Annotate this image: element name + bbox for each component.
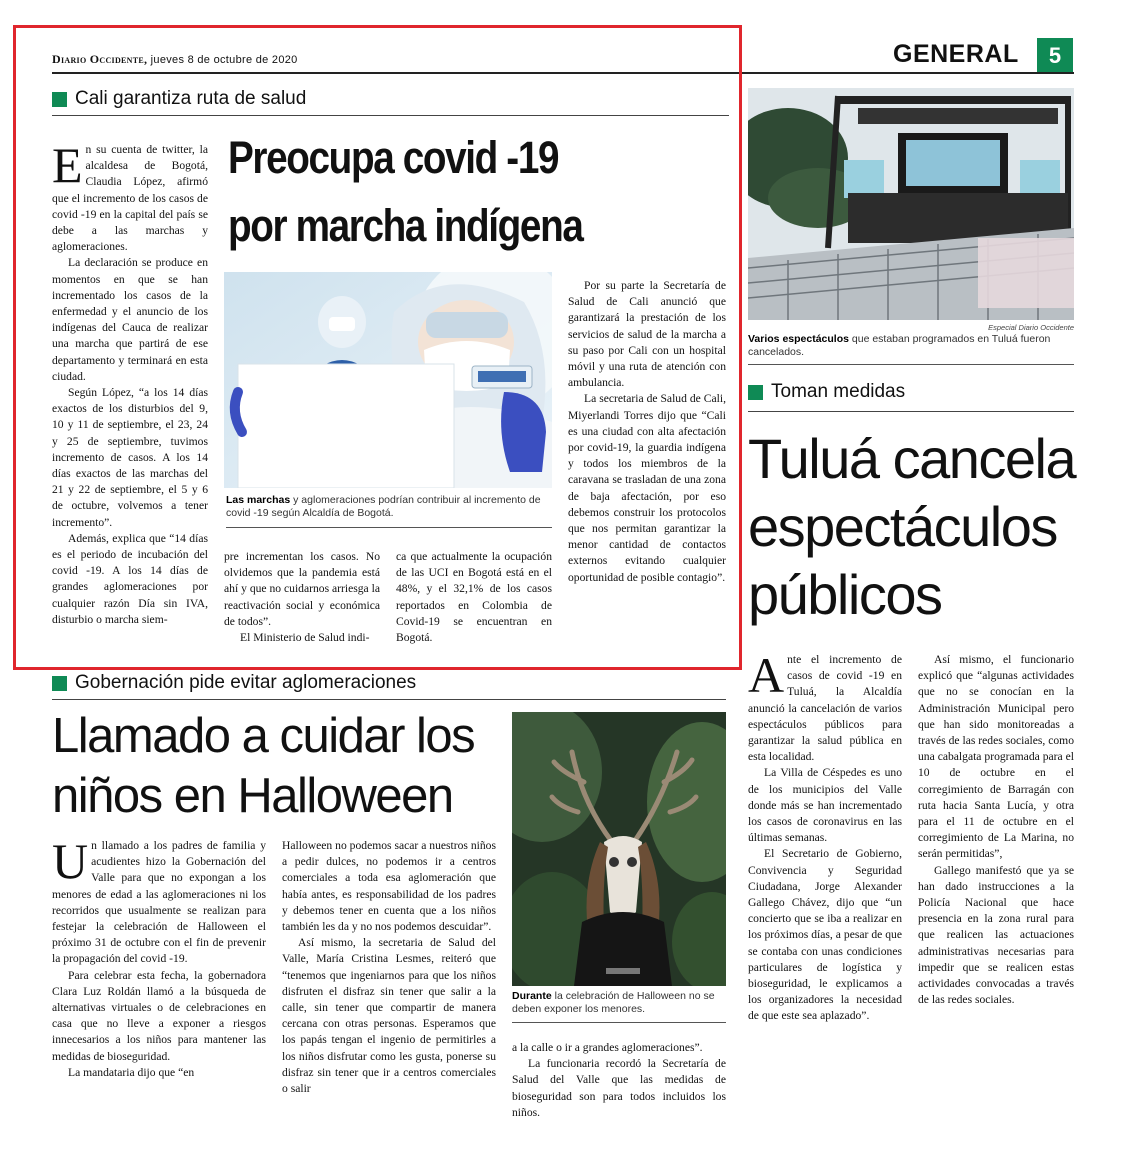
article2-headline-line2: espectáculos — [748, 495, 1057, 558]
caption-bold: Las marchas — [226, 494, 291, 506]
article1-dropcap: E — [52, 142, 83, 193]
article3-column-3 — [512, 1040, 726, 1134]
article2-kicker-text: Toman medidas — [771, 381, 906, 402]
article1-photo-caption — [226, 494, 552, 520]
lab-scientist-illustration — [224, 272, 552, 488]
lab-scientist-photo — [224, 272, 552, 488]
article1-paragraph: Además, explica que “14 días es el periodo de incubación del covid -19. A los 14 días de grandes aglomeraciones por cualquier razón Día sin IVA, disturbio o marcha siem- — [52, 531, 208, 626]
article1-paragraph: ca que actualmente la ocupación de las UCI en Bogotá está en el 48%, y el 32,1% de los casos reportados en Colombia de Covid-19 se encuentran en Bogotá. — [396, 550, 552, 645]
article3-paragraph: a la calle o ir a grandes aglomeraciones”. — [512, 1041, 703, 1054]
article3-headline-line1: Llamado a cuidar los — [52, 709, 475, 763]
article1-paragraph: Por su parte la Secretaría de Salud de Cali anunció que garantizará la prestación de los servicios de salud de la marcha a su paso por Cali con un hospital móvil y una ruta de atención con ambulancia. — [568, 279, 726, 390]
article1-paragraph: El Ministerio de Salud indi- — [240, 631, 370, 645]
article2-paragraph: El Secretario de Gobierno, Convivencia y Seguridad Ciudadana, Jorge Alexander Gallego Chávez, dijo que “un concierto que se iba a realizar en los próximos días, a pesar de que se contaba con unas condiciones particulares de logística y bioseguridad, le explicamos a los organizadores la necesidad de que este sea aplazado”. — [748, 847, 902, 1023]
article2-paragraph: La Villa de Céspedes es uno de los municipios del Valle donde más se han incrementado los casos de coronavirus en las últimas semanas. — [748, 766, 902, 845]
concert-stage-illustration — [748, 88, 1074, 320]
article1-headline-line1: Preocupa covid -19 — [228, 132, 559, 183]
article3-kicker — [52, 672, 416, 694]
article1-kicker-text: Cali garantiza ruta de salud — [75, 88, 307, 109]
halloween-costume-illustration — [512, 712, 726, 986]
article1-paragraph: Según López, “a los 14 días exactos de los disturbios del 9, 10 y 11 de septiembre, el 23, 24 y 25 de septiembre, tuvimos incremento de casos. A los 14 días exactos de las marchas del 21 y 22 de septiembre, el 5 y 6 de octubre, volvemos a tener incremento”. — [52, 386, 208, 529]
caption-bold: Varios espectáculos — [748, 333, 849, 345]
section-title: GENERAL — [893, 40, 1019, 68]
article3-paragraph: n llamado a los padres de familia y acudientes hizo la Gobernación del Valle para que no expongan a los menores de edad a las aglomeraciones ni los recorridos que usualmente se realizan para festejar la celebración de Halloween el próximo 31 de octubre con el fin de prevenir la propagación del covid -19. — [52, 839, 266, 966]
halloween-costume-photo — [512, 712, 726, 986]
article2-paragraph: Así mismo, el funcionario explicó que “algunas actividades que no se conocían en la Administración Municipal pero que han sido monitoreadas a través de las redes sociales, como una cabalgata programada para el 10 de octubre en el corregimiento de Barragán con ruta hacia Santa Lucía, y otra para el 11 de octubre en el corregimiento de La Marina, no serán permitidas”, — [918, 653, 1074, 861]
article1-paragraph: pre incrementan los casos. No olvidemos que la pandemia está ahí y que no cuidarnos arriesga la reactivación social y económica de todos”. — [224, 550, 380, 628]
article1-kicker-rule — [52, 115, 729, 116]
concert-stage-photo — [748, 88, 1074, 320]
article3-headline-line2: niños en Halloween — [52, 769, 453, 823]
article2-kicker — [748, 381, 905, 403]
article3-paragraph: Así mismo, la secretaria de Salud del Valle, María Cristina Lesmes, reiteró que “tenemos que ingeniarnos para que los niños disfruten el disfraz sin tener que salir a la calle, sin tener que compartir de manera cercana con otras personas. Esperamos que los papás tengan el ingenio de permitirles a los niños disfrutar como les gusta, ponerse su disfraz sin tener que ir a centros comerciales o salir — [282, 936, 496, 1096]
article2-dropcap: A — [748, 652, 785, 703]
article2-headline-line1: Tuluá cancela — [748, 427, 1076, 490]
article1-column-3 — [396, 549, 552, 653]
article3-paragraph: La funcionaria recordó la Secretaría de Salud del Valle que las medidas de bioseguridad son para todos incluidos los niños. — [512, 1057, 726, 1119]
article1-kicker — [52, 88, 306, 110]
caption-rule — [512, 1022, 726, 1023]
green-square-icon — [52, 92, 67, 107]
article3-photo-caption — [512, 990, 726, 1016]
article3-kicker-text: Gobernación pide evitar aglomeraciones — [75, 672, 417, 693]
photo-credit: Especial Diario Occidente — [988, 323, 1074, 332]
article1-paragraph: n su cuenta de twitter, la alcaldesa de Bogotá, Claudia López, afirmó que el incremento de los casos de covid -19 en la capital del país se debe a las marchas y aglomeraciones. — [52, 143, 208, 254]
article3-column-1 — [52, 838, 266, 1134]
article2-column-2 — [918, 652, 1074, 1132]
article2-paragraph: Gallego manifestó que ya se han dado instrucciones a la Policía Nacional que hace presencia en la zona rural para que realicen las actuaciones administrativas necesarias para impedir que se realicen estas actividades convocadas a través de las redes sociales. — [918, 863, 1074, 1007]
article1-column-1 — [52, 142, 208, 652]
article1-column-4 — [568, 278, 726, 654]
article2-paragraph: nte el incremento de casos de covid -19 en Tuluá, la Alcaldía anunció la cancelación de varios espectáculos públicos para garantizar la salud pública en esta localidad. — [748, 653, 902, 764]
caption-text: la celebración de Halloween no se deben exponer los menores. — [512, 990, 715, 1015]
caption-text: que estaban programados en Tuluá fueron cancelados. — [748, 333, 1051, 358]
issue-date: jueves 8 de octubre de 2020 — [150, 54, 298, 66]
caption-rule — [748, 364, 1074, 365]
page-number-badge: 5 — [1037, 38, 1073, 74]
caption-rule — [226, 527, 552, 528]
article3-paragraph: Para celebrar esta fecha, la gobernadora Clara Luz Roldán llamó a la búsqueda de alternativas virtuales o de celebraciones en casa que no lleve a exponer a riesgos innecesarios a los niños para mantener las medidas de bioseguridad. — [52, 968, 266, 1063]
article1-paragraph: La declaración se produce en momentos en que se han incrementado los casos de la enfermedad y el anuncio de los indígenas del Cauca de realizar una marcha que partirá de ese departamento y terminará en esta ciudad. — [52, 256, 208, 383]
paper-name: Diario Occidente, — [52, 52, 148, 66]
article2-column-1 — [748, 652, 902, 1132]
article3-paragraph: Halloween no podemos sacar a nuestros niños a pedir dulces, no podemos ir a centros comerciales a toda esa aglomeración que había antes, es responsabilidad de los padres y debemos tener en cuenta que a los niños también les da y no nos podemos descuidar”. — [282, 839, 496, 934]
article3-column-2 — [282, 838, 496, 1134]
article3-kicker-rule — [52, 699, 726, 700]
article3-paragraph: La mandataria dijo que “en — [68, 1065, 195, 1079]
article1-headline-line2: por marcha indígena — [228, 200, 583, 251]
green-square-icon — [748, 385, 763, 400]
article3-dropcap: U — [52, 838, 89, 889]
article1-paragraph: La secretaria de Salud de Cali, Miyerlandi Torres dijo que “Cali es una ciudad con alta afectación por covid-19, la guardia indígena y todos los miembros de la caravana se trasladan de una zona de baja afectación, por eso debemos construir los protocolos que nos permitan garantizar la menor cantidad de contactos externos evitando cualquier oportunidad de posible contagio”. — [568, 392, 726, 584]
caption-text: y aglomeraciones podrían contribuir al incremento de covid -19 según Alcaldía de Bogotá. — [226, 494, 541, 519]
article1-column-2 — [224, 549, 380, 653]
caption-bold: Durante — [512, 990, 552, 1002]
article2-photo-caption — [748, 333, 1074, 359]
article2-headline-line3: públicos — [748, 563, 942, 626]
green-square-icon — [52, 676, 67, 691]
article2-kicker-rule — [748, 411, 1074, 412]
